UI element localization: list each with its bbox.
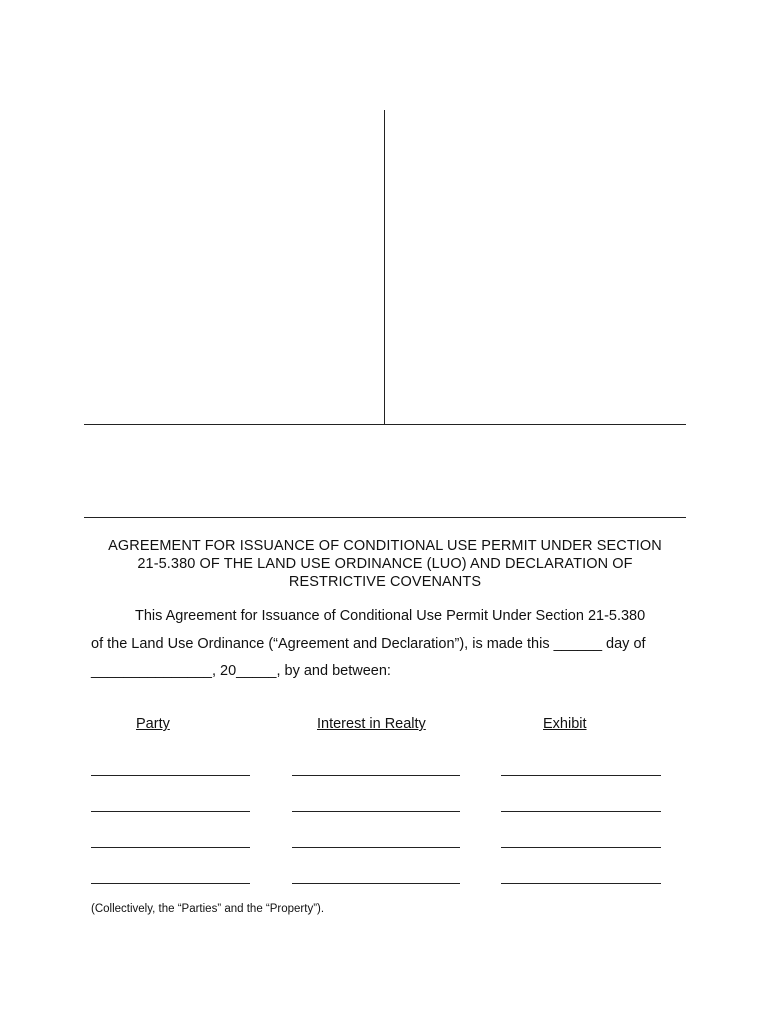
party-field-2[interactable] (91, 811, 250, 812)
exhibit-field-1[interactable] (501, 775, 661, 776)
title-separator-line (84, 517, 686, 518)
exhibit-field-4[interactable] (501, 883, 661, 884)
document-title (84, 537, 686, 591)
title-line-3: RESTRICTIVE COVENANTS (288, 574, 482, 590)
recording-box-divider (384, 110, 385, 425)
header-exhibit: Exhibit (543, 716, 587, 732)
party-field-3[interactable] (91, 847, 250, 848)
intro-line-2: of the Land Use Ordinance (“Agreement and Declaration”), is made this ______ day of (91, 636, 646, 652)
interest-field-3[interactable] (292, 847, 460, 848)
header-interest-in-realty: Interest in Realty (317, 716, 426, 732)
party-field-1[interactable] (91, 775, 250, 776)
recording-box-bottom-line (84, 424, 686, 425)
interest-field-4[interactable] (292, 883, 460, 884)
intro-line-1: This Agreement for Issuance of Conditional Use Permit Under Section 21-5.380 (135, 608, 646, 624)
collectively-footnote: (Collectively, the “Parties” and the “Property”). (91, 903, 325, 915)
intro-line-3: _______________, 20_____, by and between: (91, 663, 391, 679)
interest-field-2[interactable] (292, 811, 460, 812)
interest-field-1[interactable] (292, 775, 460, 776)
header-party: Party (136, 716, 170, 732)
exhibit-field-2[interactable] (501, 811, 661, 812)
title-line-2: 21-5.380 OF THE LAND USE ORDINANCE (LUO) AND DECLARATION OF (137, 556, 633, 572)
title-line-1: AGREEMENT FOR ISSUANCE OF CONDITIONAL USE PERMIT UNDER SECTION (108, 538, 662, 554)
exhibit-field-3[interactable] (501, 847, 661, 848)
party-field-4[interactable] (91, 883, 250, 884)
